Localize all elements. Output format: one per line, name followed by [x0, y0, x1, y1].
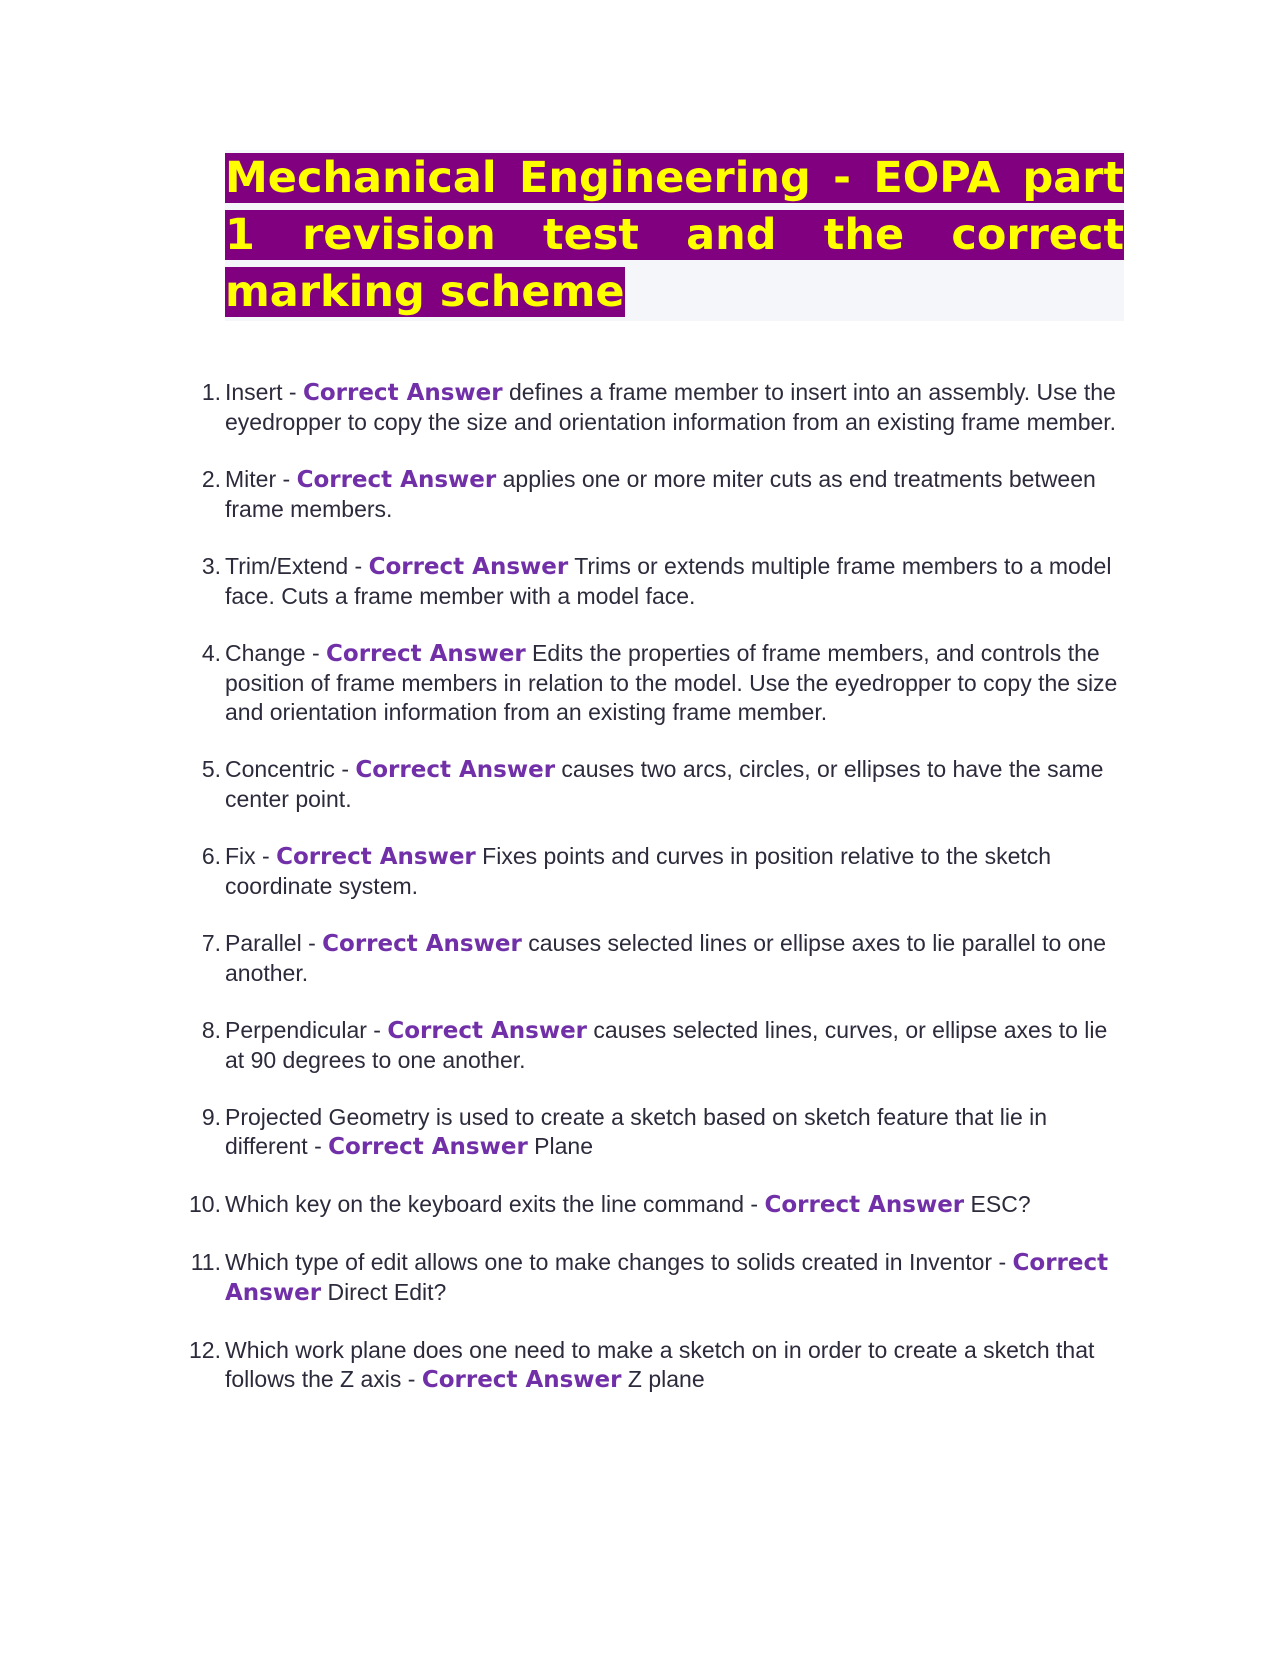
item-number: 8. — [201, 1017, 221, 1043]
item-answer: Trims or extends multiple frame members to a model face. Cuts a frame member with a model face. — [225, 553, 1112, 609]
correct-answer-label: Correct Answer — [421, 1367, 622, 1393]
list-item — [201, 465, 1130, 524]
item-number: 9. — [201, 1104, 221, 1130]
item-answer: ESC? — [964, 1191, 1031, 1217]
correct-answer-label: Correct Answer — [322, 931, 522, 957]
correct-answer-label: Correct Answer — [302, 380, 503, 406]
item-number: 4. — [201, 640, 221, 666]
item-answer: applies one or more miter cuts as end treatments between frame members. — [225, 466, 1096, 522]
list-item — [201, 378, 1130, 437]
correct-answer-label: Correct Answer — [764, 1192, 965, 1218]
item-number: 10. — [189, 1191, 221, 1217]
item-answer: Direct Edit? — [321, 1279, 447, 1305]
item-question: Projected Geometry is used to create a sketch based on sketch feature that lie in different - — [225, 1104, 1048, 1159]
document-title — [225, 150, 1124, 321]
list-item — [189, 1336, 1130, 1395]
correct-answer-label: Correct Answer — [296, 467, 497, 493]
item-number: 1. — [201, 379, 221, 405]
list-item — [190, 1248, 1130, 1308]
item-number: 7. — [201, 930, 221, 956]
list-item — [201, 929, 1130, 988]
correct-answer-label: Correct Answer — [387, 1018, 588, 1044]
correct-answer-label: Correct Answer — [368, 554, 569, 580]
item-question: Insert - — [225, 379, 303, 405]
item-question: Concentric - — [225, 756, 356, 782]
item-number: 12. — [189, 1337, 221, 1363]
list-item — [201, 755, 1130, 814]
list-item — [201, 639, 1130, 727]
item-number: 11. — [190, 1249, 221, 1275]
item-answer: defines a frame member to insert into an assembly. Use the eyedropper to copy the size and orientation information from an existing frame member. — [225, 379, 1117, 435]
list-item — [201, 552, 1130, 611]
item-question: Parallel - — [225, 930, 323, 956]
list-item — [201, 1103, 1130, 1162]
item-question: Which key on the keyboard exits the line command - — [225, 1191, 765, 1217]
list-item — [189, 1190, 1130, 1220]
correct-answer-label: Correct Answer — [355, 757, 556, 783]
item-question: Change - — [225, 640, 327, 666]
list-item — [201, 1016, 1130, 1075]
correct-answer-label: Correct Answer — [225, 1250, 1109, 1306]
question-list — [189, 378, 1130, 1423]
item-number: 6. — [201, 843, 221, 869]
item-answer: Edits the properties of frame members, and controls the position of frame members in relation to the model. Use the eyedropper to copy the size and orientation information from an existing frame member. — [225, 640, 1118, 725]
item-number: 2. — [201, 466, 221, 492]
item-answer: Z plane — [621, 1366, 705, 1392]
item-number: 3. — [201, 553, 221, 579]
item-question: Which type of edit allows one to make changes to solids created in Inventor - — [225, 1249, 1013, 1275]
item-answer: Plane — [527, 1133, 594, 1159]
item-answer: causes selected lines, curves, or ellipse axes to lie at 90 degrees to one another. — [225, 1017, 1108, 1073]
correct-answer-label: Correct Answer — [328, 1134, 528, 1160]
item-answer: causes two arcs, circles, or ellipses to have the same center point. — [225, 756, 1104, 812]
item-question: Fix - — [225, 843, 277, 869]
item-question: Perpendicular - — [225, 1017, 388, 1043]
item-answer: causes selected lines or ellipse axes to lie parallel to one another. — [225, 930, 1107, 986]
item-question: Miter - — [225, 466, 297, 492]
item-answer: Fixes points and curves in position relative to the sketch coordinate system. — [225, 843, 1052, 899]
list-item — [201, 842, 1130, 901]
correct-answer-label: Correct Answer — [276, 844, 476, 870]
title-block — [225, 150, 1124, 321]
item-question: Trim/Extend - — [225, 553, 369, 579]
document-title-text: Mechanical Engineering - EOPA part 1 revision test and the correct marking scheme — [225, 153, 1124, 317]
item-question: Which work plane does one need to make a sketch on in order to create a sketch that follows the Z axis - — [225, 1337, 1095, 1392]
item-number: 5. — [201, 756, 221, 782]
correct-answer-label: Correct Answer — [326, 641, 526, 667]
